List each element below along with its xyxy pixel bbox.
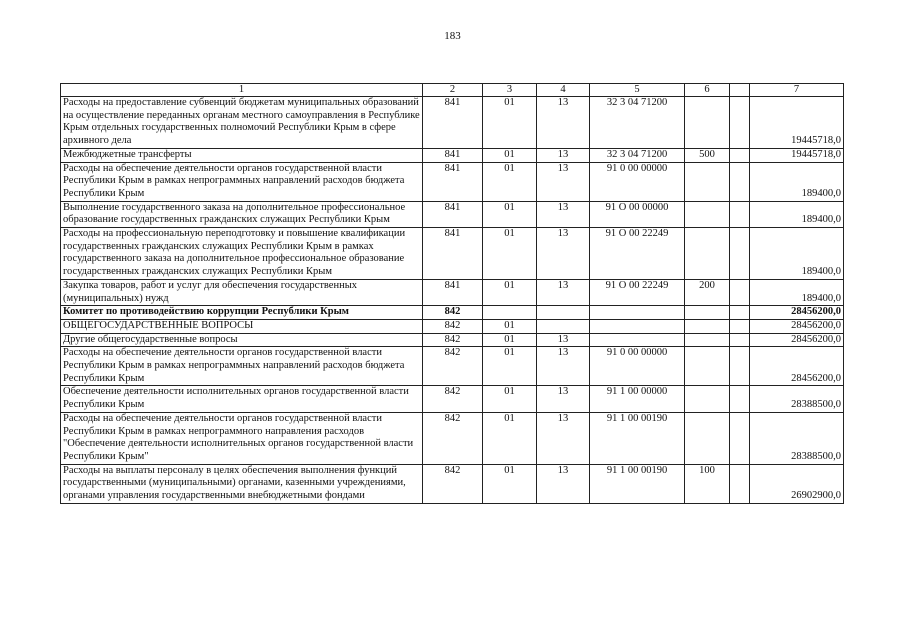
row-code-subsection: 13 (537, 347, 590, 386)
row-code-section: 01 (483, 412, 537, 464)
table-row (61, 162, 844, 201)
row-code-expense-type (685, 333, 730, 347)
row-name: ОБЩЕГОСУДАРСТВЕННЫЕ ВОПРОСЫ (61, 319, 423, 333)
row-amount: 28388500,0 (750, 412, 844, 464)
row-spacer (730, 347, 750, 386)
row-code-target: 32 3 04 71200 (590, 148, 685, 162)
row-spacer (730, 279, 750, 305)
row-code-expense-type (685, 347, 730, 386)
row-code-section: 01 (483, 464, 537, 503)
row-code-section: 01 (483, 347, 537, 386)
row-code-subsection: 13 (537, 228, 590, 280)
row-code-section: 01 (483, 97, 537, 149)
row-code-subsection: 13 (537, 464, 590, 503)
row-code-expense-type (685, 412, 730, 464)
table-row (61, 279, 844, 305)
row-amount: 189400,0 (750, 279, 844, 305)
row-name: Расходы на обеспечение деятельности органов государственной власти Республики Крым в рамках непрограммных направлений расходов бюджета Республики Крым (61, 162, 423, 201)
row-code-admin: 842 (423, 306, 483, 320)
table-row (61, 386, 844, 412)
row-name: Комитет по противодействию коррупции Республики Крым (61, 306, 423, 320)
row-amount: 26902900,0 (750, 464, 844, 503)
row-code-section: 01 (483, 279, 537, 305)
row-amount: 28456200,0 (750, 306, 844, 320)
column-header: 1 (61, 84, 423, 97)
row-code-target: 91 0 00 00000 (590, 162, 685, 201)
row-code-target: 91 1 00 00000 (590, 386, 685, 412)
row-code-subsection: 13 (537, 97, 590, 149)
table-row (61, 412, 844, 464)
row-code-admin: 841 (423, 162, 483, 201)
header-row (61, 84, 844, 97)
row-spacer (730, 333, 750, 347)
row-name: Выполнение государственного заказа на дополнительное профессиональное образование государственных гражданских служащих Республики Крым (61, 201, 423, 227)
row-code-section: 01 (483, 201, 537, 227)
column-header: 4 (537, 84, 590, 97)
table-row (61, 306, 844, 320)
row-amount: 189400,0 (750, 201, 844, 227)
table-row (61, 319, 844, 333)
row-amount: 28456200,0 (750, 347, 844, 386)
budget-table (60, 83, 844, 504)
row-amount: 28388500,0 (750, 386, 844, 412)
row-spacer (730, 319, 750, 333)
row-name: Расходы на выплаты персоналу в целях обеспечения выполнения функций государственными (муниципальными) органами, казенными учреждениями, органами управления государственными внебюджетными фондами (61, 464, 423, 503)
row-code-section: 01 (483, 148, 537, 162)
row-name: Закупка товаров, работ и услуг для обеспечения государственных (муниципальных) нужд (61, 279, 423, 305)
column-header: 2 (423, 84, 483, 97)
row-code-subsection (537, 306, 590, 320)
row-code-admin: 841 (423, 97, 483, 149)
row-code-target (590, 306, 685, 320)
row-code-target (590, 319, 685, 333)
row-code-subsection: 13 (537, 386, 590, 412)
table-row (61, 201, 844, 227)
row-code-section: 01 (483, 228, 537, 280)
row-name: Расходы на обеспечение деятельности органов государственной власти Республики Крым в рамках непрограммного направления расходов "Обеспечение деятельности исполнительных органов государственной власти Республики Крым" (61, 412, 423, 464)
row-code-subsection: 13 (537, 333, 590, 347)
row-code-expense-type (685, 386, 730, 412)
row-code-subsection: 13 (537, 412, 590, 464)
row-code-subsection (537, 319, 590, 333)
row-code-expense-type: 200 (685, 279, 730, 305)
row-code-section (483, 306, 537, 320)
table-row (61, 333, 844, 347)
row-code-target: 91 О 00 00000 (590, 201, 685, 227)
row-code-admin: 841 (423, 279, 483, 305)
row-amount: 189400,0 (750, 228, 844, 280)
row-code-target: 91 О 00 22249 (590, 228, 685, 280)
row-code-expense-type (685, 201, 730, 227)
row-amount: 19445718,0 (750, 148, 844, 162)
row-spacer (730, 201, 750, 227)
row-spacer (730, 386, 750, 412)
table-row (61, 148, 844, 162)
row-spacer (730, 412, 750, 464)
row-name: Межбюджетные трансферты (61, 148, 423, 162)
row-code-expense-type: 100 (685, 464, 730, 503)
row-code-admin: 842 (423, 386, 483, 412)
row-code-subsection: 13 (537, 279, 590, 305)
row-code-section: 01 (483, 162, 537, 201)
row-code-target: 91 О 00 22249 (590, 279, 685, 305)
row-code-subsection: 13 (537, 162, 590, 201)
row-spacer (730, 464, 750, 503)
row-name: Расходы на предоставление субвенций бюджетам муниципальных образований на осуществление переданных органам местного самоуправления в Республике Крым отдельных государственных полномочий Республики Крым в сфере архивного дела (61, 97, 423, 149)
row-code-expense-type (685, 306, 730, 320)
column-header: 7 (750, 84, 844, 97)
row-code-admin: 841 (423, 201, 483, 227)
row-code-section: 01 (483, 319, 537, 333)
row-code-section: 01 (483, 386, 537, 412)
table-row (61, 97, 844, 149)
row-code-subsection: 13 (537, 201, 590, 227)
row-name: Обеспечение деятельности исполнительных органов государственной власти Республики Крым (61, 386, 423, 412)
row-code-admin: 841 (423, 148, 483, 162)
row-code-target: 91 0 00 00000 (590, 347, 685, 386)
row-code-target: 91 1 00 00190 (590, 464, 685, 503)
row-code-admin: 842 (423, 464, 483, 503)
row-code-admin: 842 (423, 333, 483, 347)
row-spacer (730, 97, 750, 149)
row-code-admin: 841 (423, 228, 483, 280)
row-code-expense-type (685, 319, 730, 333)
row-code-subsection: 13 (537, 148, 590, 162)
row-code-target (590, 333, 685, 347)
row-code-expense-type (685, 228, 730, 280)
row-code-admin: 842 (423, 347, 483, 386)
row-spacer (730, 162, 750, 201)
table-row (61, 347, 844, 386)
row-code-expense-type: 500 (685, 148, 730, 162)
column-header: 3 (483, 84, 537, 97)
row-name: Другие общегосударственные вопросы (61, 333, 423, 347)
column-header: 6 (685, 84, 730, 97)
row-code-target: 91 1 00 00190 (590, 412, 685, 464)
row-amount: 28456200,0 (750, 319, 844, 333)
row-amount: 28456200,0 (750, 333, 844, 347)
column-header (730, 84, 750, 97)
table-row (61, 228, 844, 280)
row-code-admin: 842 (423, 319, 483, 333)
page-number: 183 (444, 30, 461, 42)
row-spacer (730, 148, 750, 162)
row-name: Расходы на профессиональную переподготовку и повышение квалификации государственных гражданских служащих Республики Крым в рамках государственного заказа на дополнительное профессиональное образование государственных гражданских служащих Республики Крым (61, 228, 423, 280)
row-spacer (730, 306, 750, 320)
row-code-expense-type (685, 162, 730, 201)
table-row (61, 464, 844, 503)
row-code-expense-type (685, 97, 730, 149)
column-header: 5 (590, 84, 685, 97)
row-code-section: 01 (483, 333, 537, 347)
row-code-admin: 842 (423, 412, 483, 464)
row-amount: 19445718,0 (750, 97, 844, 149)
row-name: Расходы на обеспечение деятельности органов государственной власти Республики Крым в рамках непрограммных направлений расходов бюджета Республики Крым (61, 347, 423, 386)
row-spacer (730, 228, 750, 280)
row-amount: 189400,0 (750, 162, 844, 201)
row-code-target: 32 3 04 71200 (590, 97, 685, 149)
